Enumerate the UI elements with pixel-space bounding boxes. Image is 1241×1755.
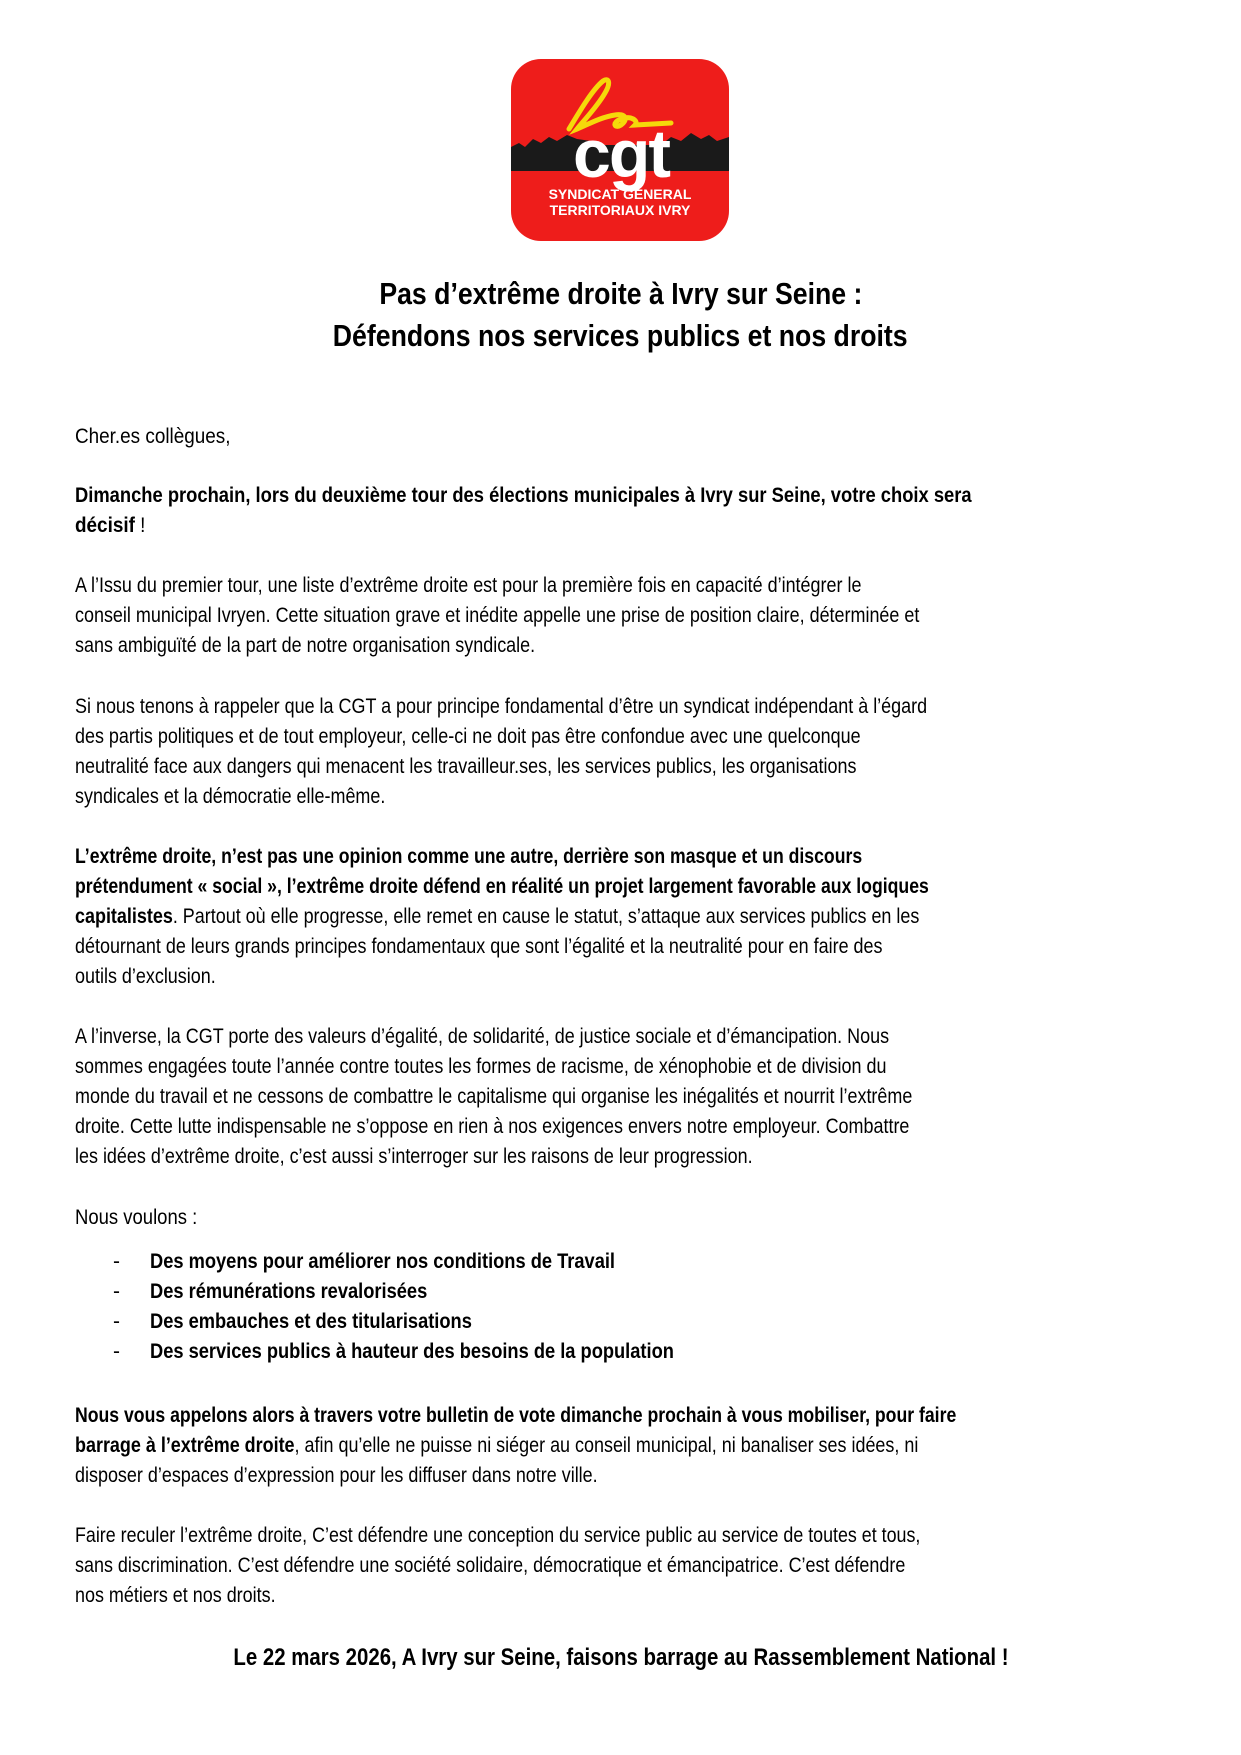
p6-line-3: nos métiers et nos droits. <box>75 1584 276 1607</box>
cgt-logo-graphic <box>511 59 729 241</box>
title-text-1: Pas d’extrême droite à Ivry sur Seine : <box>378 276 863 311</box>
p2-line-3: neutralité face aux dangers qui menacent les travailleur.ses, les services publics, les organisations <box>75 755 857 778</box>
p5-line-3: disposer d’espaces d’expression pour les diffuser dans notre ville. <box>75 1464 598 1487</box>
bullet-dash: - <box>113 1280 120 1303</box>
cgt-wordmark: cgt <box>573 116 669 192</box>
closing-text: Le 22 mars 2026, A Ivry sur Seine, faisons barrage au Rassemblement National ! <box>232 1644 1009 1671</box>
p3-line-2: prétendument « social », l’extrême droite défend en réalité un projet largement favorable aux logiques <box>75 875 929 898</box>
p1-line-1: A l’Issu du premier tour, une liste d’extrême droite est pour la première fois en capacité d’intégrer le <box>75 574 862 597</box>
logo-subtitle-1: SYNDICAT GENERAL <box>548 186 692 202</box>
greeting: Cher.es collègues, <box>75 425 231 448</box>
demand-item-3: Des embauches et des titularisations <box>150 1310 472 1333</box>
page-title-line-2 <box>0 318 1241 354</box>
p5-line-2-rest: , afin qu’elle ne puisse ni siéger au conseil municipal, ni banaliser ses idées, ni <box>294 1434 919 1457</box>
p4-line-4: droite. Cette lutte indispensable ne s’oppose en rien à nos exigences envers notre employeur. Combattre <box>75 1115 910 1138</box>
p5-line-2 <box>75 1434 918 1458</box>
p6-line-2: sans discrimination. C’est défendre une société solidaire, démocratique et émancipatrice. C’est défendre <box>75 1554 906 1577</box>
p1-line-2: conseil municipal Ivryen. Cette situation grave et inédite appelle une prise de position claire, déterminée et <box>75 604 920 627</box>
intro-exclaim: ! <box>134 514 146 537</box>
page-title-line-1 <box>0 276 1241 312</box>
p2-line-4: syndicales et la démocratie elle-même. <box>75 785 386 808</box>
p3-line-5: outils d’exclusion. <box>75 965 216 988</box>
demand-item-1: Des moyens pour améliorer nos conditions de Travail <box>150 1250 616 1273</box>
p4-line-3: monde du travail et ne cessons de combattre le capitalisme qui organise les inégalités et nourrit l’extrême <box>75 1085 913 1108</box>
bullet-dash: - <box>113 1340 120 1363</box>
title-text-2: Défendons nos services publics et nos droits <box>333 318 908 353</box>
p6-line-1: Faire reculer l’extrême droite, C’est défendre une conception du service public au service de toutes et tous, <box>75 1524 921 1547</box>
p3-capitalistes: capitalistes <box>75 905 173 928</box>
bullet-dash: - <box>113 1250 120 1273</box>
demands-intro: Nous voulons : <box>75 1206 198 1229</box>
p3-line-1: L’extrême droite, n’est pas une opinion comme une autre, derrière son masque et un discours <box>75 845 863 868</box>
logo-subtitle-2: TERRITORIAUX IVRY <box>549 202 691 218</box>
p3-line-4: détournant de leurs grands principes fondamentaux que sont l’égalité et la neutralité pour en faire des <box>75 935 883 958</box>
demand-item-4: Des services publics à hauteur des besoins de la population <box>150 1340 674 1363</box>
p3-line-3 <box>75 905 919 929</box>
p2-line-1: Si nous tenons à rappeler que la CGT a pour principe fondamental d’être un syndicat indépendant à l’égard <box>75 695 928 718</box>
p2-line-2: des partis politiques et de tout employeur, celle-ci ne doit pas être confondue avec une quelconque <box>75 725 861 748</box>
intro-line-1: Dimanche prochain, lors du deuxième tour des élections municipales à Ivry sur Seine, votre choix sera <box>75 484 972 507</box>
cgt-logo <box>511 59 729 241</box>
p4-line-1: A l’inverse, la CGT porte des valeurs d’égalité, de solidarité, de justice sociale et d’émancipation. Nous <box>75 1025 890 1048</box>
intro-line-2 <box>75 514 145 538</box>
p1-line-3: sans ambiguïté de la part de notre organisation syndicale. <box>75 634 536 657</box>
p4-line-5: les idées d’extrême droite, c’est aussi s’interroger sur les raisons de leur progression. <box>75 1145 753 1168</box>
p4-line-2: sommes engagées toute l’année contre toutes les formes de racisme, de xénophobie et de division du <box>75 1055 887 1078</box>
closing-line <box>0 1644 1241 1672</box>
demand-item-2: Des rémunérations revalorisées <box>150 1280 428 1303</box>
bullet-dash: - <box>113 1310 120 1333</box>
intro-decisif: décisif <box>75 514 135 537</box>
p5-barrage: barrage à l’extrême droite <box>75 1434 295 1457</box>
p5-line-1: Nous vous appelons alors à travers votre bulletin de vote dimanche prochain à vous mobiliser, pour faire <box>75 1404 957 1427</box>
p3-line-3-rest: . Partout où elle progresse, elle remet en cause le statut, s’attaque aux services publics en les <box>172 905 920 928</box>
